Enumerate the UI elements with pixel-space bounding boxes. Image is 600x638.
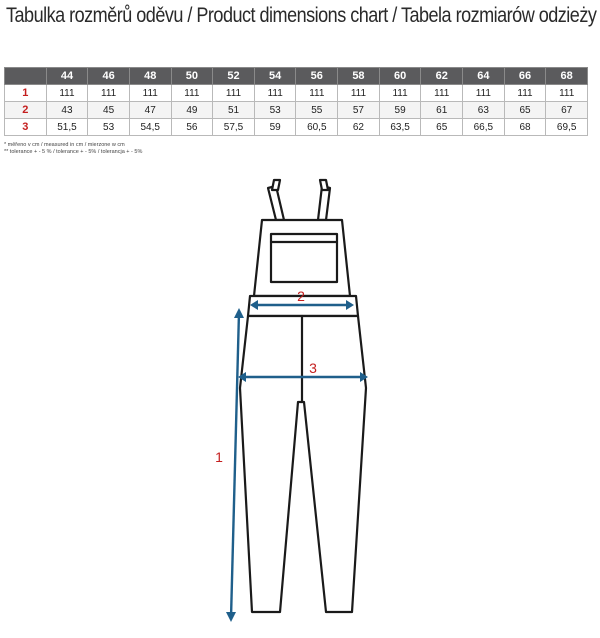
table-cell: 62 (338, 119, 380, 136)
size-header-cell: 50 (171, 68, 213, 85)
table-cell: 60,5 (296, 119, 338, 136)
measure-1-line (231, 312, 239, 618)
table-cell: 53 (254, 102, 296, 119)
overalls-outline (240, 180, 366, 612)
table-cell: 111 (463, 85, 505, 102)
size-header-cell: 46 (88, 68, 130, 85)
note-measured: * měřeno v cm / measured in cm / mierzone w cm (4, 142, 125, 148)
measure-1-arrow-bottom (226, 612, 236, 622)
table-cell: 57,5 (213, 119, 255, 136)
measure-1 (226, 308, 244, 622)
right-strap (318, 186, 330, 220)
table-cell: 57 (338, 102, 380, 119)
table-cell: 111 (546, 85, 588, 102)
table-cell: 111 (338, 85, 380, 102)
overalls-drawing (0, 170, 600, 638)
size-header-cell: 48 (129, 68, 171, 85)
table-cell: 55 (296, 102, 338, 119)
measure-1-arrow-top (234, 308, 244, 318)
table-cell: 69,5 (546, 119, 588, 136)
row-label: 2 (5, 102, 47, 119)
left-strap-tip (272, 180, 280, 190)
measure-3-label: 3 (309, 360, 317, 376)
size-header-cell: 58 (338, 68, 380, 85)
size-header-cell: 64 (463, 68, 505, 85)
note-tolerance: ** tolerance + - 5 % / tolerance + - 5% / tolerancja + - 5% (4, 149, 143, 155)
size-header-cell: 60 (379, 68, 421, 85)
row-label: 3 (5, 119, 47, 136)
table-cell: 111 (171, 85, 213, 102)
table-cell: 111 (421, 85, 463, 102)
header-corner-cell (5, 68, 47, 85)
table-cell: 47 (129, 102, 171, 119)
table-cell: 67 (546, 102, 588, 119)
size-header-cell: 52 (213, 68, 255, 85)
table-cell: 111 (379, 85, 421, 102)
measure-1-label: 1 (215, 449, 223, 465)
table-cell: 111 (46, 85, 88, 102)
size-header-cell: 56 (296, 68, 338, 85)
size-header-cell: 66 (504, 68, 546, 85)
table-cell: 49 (171, 102, 213, 119)
size-header-row (5, 68, 588, 85)
size-table-body (5, 85, 588, 136)
size-table (4, 67, 588, 136)
size-header-cell: 68 (546, 68, 588, 85)
left-strap (268, 186, 284, 220)
table-cell: 111 (296, 85, 338, 102)
table-cell: 59 (254, 119, 296, 136)
table-cell: 63,5 (379, 119, 421, 136)
table-cell: 61 (421, 102, 463, 119)
row-label: 1 (5, 85, 47, 102)
table-cell: 51 (213, 102, 255, 119)
size-header-cell: 44 (46, 68, 88, 85)
size-table-row (5, 85, 588, 102)
table-cell: 59 (379, 102, 421, 119)
right-strap-tip (320, 180, 328, 190)
size-header-cell: 62 (421, 68, 463, 85)
measure-2-label: 2 (297, 288, 305, 304)
table-cell: 65 (421, 119, 463, 136)
table-cell: 111 (504, 85, 546, 102)
notes (4, 142, 142, 156)
table-cell: 111 (88, 85, 130, 102)
table-cell: 56 (171, 119, 213, 136)
page-title: Tabulka rozměrů oděvu / Product dimensions chart / Tabela rozmiarów odzieży (6, 4, 597, 27)
size-table-row (5, 102, 588, 119)
table-cell: 65 (504, 102, 546, 119)
table-cell: 54,5 (129, 119, 171, 136)
table-cell: 45 (88, 102, 130, 119)
table-cell: 53 (88, 119, 130, 136)
size-header-cell: 54 (254, 68, 296, 85)
size-table-row (5, 119, 588, 136)
table-cell: 111 (254, 85, 296, 102)
table-cell: 66,5 (463, 119, 505, 136)
table-cell: 43 (46, 102, 88, 119)
table-cell: 63 (463, 102, 505, 119)
table-cell: 68 (504, 119, 546, 136)
table-cell: 111 (129, 85, 171, 102)
table-cell: 111 (213, 85, 255, 102)
table-cell: 51,5 (46, 119, 88, 136)
